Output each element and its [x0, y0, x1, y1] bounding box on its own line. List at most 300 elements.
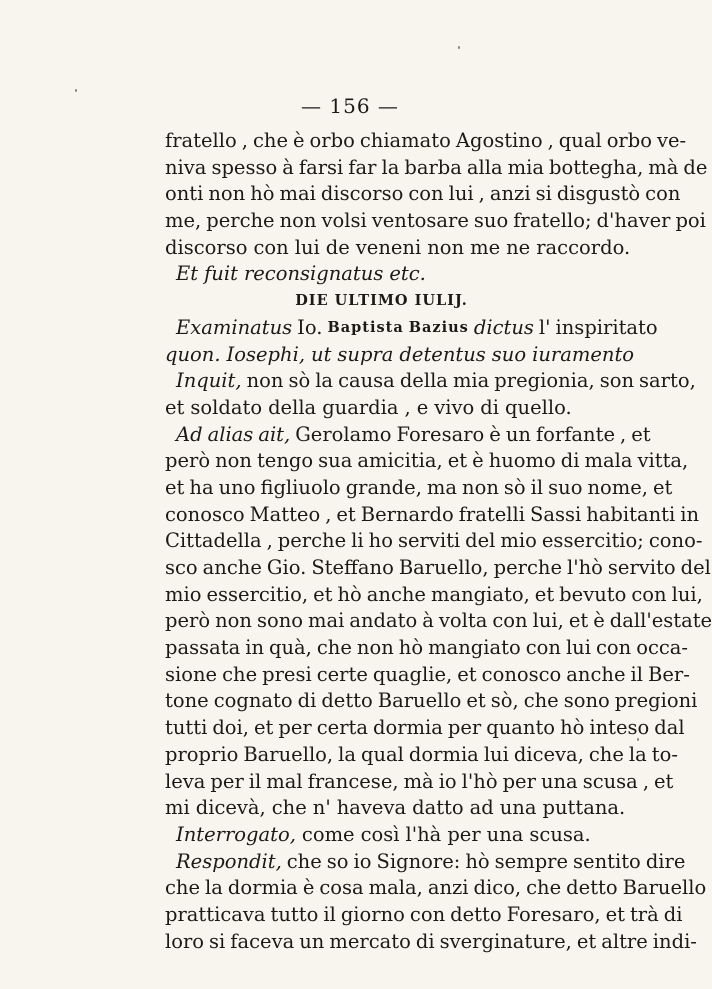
word: ha [189, 475, 214, 499]
word: fratello; [513, 209, 592, 233]
word: ho [368, 529, 393, 553]
word: mà [403, 769, 434, 793]
word: disgustò [556, 182, 641, 206]
word: spesso [211, 155, 278, 179]
word: che [316, 636, 352, 660]
text-line [165, 555, 711, 582]
word: Baruello, [243, 742, 334, 766]
word: sempre [494, 849, 569, 873]
text-line [165, 715, 685, 742]
word: et [568, 609, 589, 633]
word: sua [318, 449, 353, 473]
word: Baruello [377, 689, 462, 713]
word: il [323, 902, 336, 926]
word: barba [404, 155, 462, 179]
word: lui [448, 182, 474, 206]
word: lui [483, 742, 509, 766]
text-line [165, 822, 598, 849]
text-line [165, 288, 598, 315]
word: Foresaro [396, 422, 485, 446]
word: quaglie, [372, 662, 453, 686]
word: che [271, 796, 307, 820]
word: detentus [399, 342, 486, 366]
word: Examinatus [176, 315, 293, 339]
word: mio [500, 529, 537, 553]
word: mala, [368, 876, 423, 900]
word: anche [202, 556, 262, 579]
word: Baruello [622, 876, 707, 900]
word: la [628, 742, 647, 766]
text-line [165, 635, 689, 662]
word: dormia [372, 716, 443, 740]
word: dictus [473, 315, 534, 339]
word: proprio [165, 742, 239, 766]
word: il [630, 662, 643, 686]
word: quon. [165, 342, 221, 366]
word: li [351, 529, 364, 553]
word: Baruello, [398, 556, 489, 579]
word: detto [566, 876, 618, 900]
word: non [208, 182, 246, 206]
word: non [462, 475, 499, 499]
word: pregionia, [494, 369, 595, 393]
word: sentito [573, 849, 641, 873]
word: , [241, 129, 248, 152]
word: mal [266, 769, 303, 793]
word: mio [165, 582, 202, 606]
word: per [502, 769, 536, 793]
text-line [165, 422, 651, 449]
word: essercitio, [206, 582, 309, 606]
word: una [486, 822, 524, 846]
word: hò [465, 849, 490, 873]
word: sono [256, 609, 303, 633]
word: e [416, 395, 429, 419]
text-line [165, 875, 707, 902]
word: à [282, 155, 294, 179]
word: ut [311, 342, 332, 366]
word: così [360, 822, 400, 846]
word: cosa [319, 876, 364, 900]
text-line [165, 261, 598, 288]
word: et [313, 582, 333, 606]
word: , [547, 129, 554, 152]
word: non [427, 235, 465, 259]
word: un [299, 929, 325, 953]
word: essercitio; [541, 529, 644, 553]
word: guardia [322, 395, 399, 419]
word: IULIJ. [414, 292, 468, 310]
word: habitanti [586, 502, 676, 526]
page-number: — 156 — [301, 94, 399, 118]
word: non [356, 636, 394, 660]
word: cono- [648, 529, 703, 553]
word: del [680, 556, 711, 579]
word: fratello [165, 129, 237, 152]
word: dal [654, 716, 685, 740]
word: di [297, 689, 317, 713]
word: hò [560, 716, 585, 740]
word: che [523, 689, 559, 713]
word: dall'estate [609, 609, 712, 633]
word: me [470, 235, 501, 259]
word: l'hò [567, 556, 603, 579]
word: conosco [165, 502, 245, 526]
word: Ber- [648, 662, 690, 686]
word: et [534, 582, 555, 606]
word: Baptista [327, 318, 404, 336]
word: mercato [329, 929, 411, 953]
word: suo [491, 342, 527, 366]
word: quanto [486, 716, 556, 740]
word: discorso [165, 235, 248, 259]
word: trà [629, 902, 659, 926]
text-line [165, 128, 687, 155]
word: che [588, 742, 624, 766]
text-line [165, 235, 631, 262]
word: dico, [473, 876, 522, 900]
word: francese, [307, 769, 399, 793]
word: tengo [256, 449, 314, 473]
word: et [336, 502, 356, 526]
word: grande, [345, 475, 422, 499]
word: la [381, 155, 400, 179]
text-line [165, 475, 673, 502]
word: et [447, 449, 468, 473]
word: hò [398, 636, 424, 660]
word: di [663, 902, 683, 926]
word: inteso [589, 716, 650, 740]
word: et [576, 929, 597, 953]
paper-speck [75, 89, 77, 92]
word: con [631, 582, 667, 606]
word: lui, [671, 582, 703, 606]
word: io [438, 769, 457, 793]
text-line [165, 315, 658, 342]
word: DIE [295, 292, 329, 310]
word: mia [452, 369, 490, 393]
word: doi, [212, 716, 249, 740]
word: haveva [336, 796, 407, 820]
word: con [525, 636, 561, 660]
text-line [165, 849, 686, 876]
word: perche [277, 529, 347, 553]
word: come [301, 822, 355, 846]
word: et [165, 395, 185, 419]
word: l' [538, 315, 551, 339]
word: si [209, 929, 226, 953]
word: sverginature, [439, 929, 572, 953]
word: non [215, 449, 252, 473]
word: , [642, 769, 650, 793]
word: Steffano [311, 556, 394, 579]
word: anche [566, 662, 626, 686]
word: ait, [258, 422, 291, 446]
paper-speck [458, 46, 460, 49]
word: Inquit, [176, 369, 242, 393]
word: figliuolo [260, 475, 341, 499]
word: chiamato [359, 129, 451, 152]
word: servito [607, 556, 676, 579]
word: etc. [389, 262, 426, 286]
word: sò [288, 369, 311, 393]
word: Signore: [376, 849, 461, 873]
word: dire [645, 849, 686, 873]
word: con [492, 609, 528, 633]
word: supra [337, 342, 394, 366]
word: non [246, 369, 284, 393]
word: et [253, 716, 274, 740]
text-line [165, 902, 683, 929]
word: mà [648, 155, 679, 179]
word: causa [338, 369, 395, 393]
word: con [409, 902, 446, 926]
word: che [252, 129, 288, 152]
word: Respondit, [176, 849, 282, 873]
word: mala [584, 449, 633, 473]
word: tutto [270, 902, 319, 926]
word: hò [337, 582, 362, 606]
word: et [654, 769, 674, 793]
text-line [165, 769, 674, 796]
word: che [165, 876, 201, 900]
word: la [338, 742, 356, 766]
word: de [683, 155, 708, 179]
word: bevuto [559, 582, 627, 606]
text-line [165, 208, 706, 235]
word: per [210, 769, 244, 793]
word: discorso [320, 182, 404, 206]
word: vitta, [637, 449, 689, 473]
word: Bernardo [360, 502, 454, 526]
word: dicevà, [195, 796, 266, 820]
word: uno [218, 475, 256, 499]
word: Ad [176, 422, 203, 446]
word: Interrogato, [176, 822, 296, 846]
word: et [466, 689, 486, 713]
text-line [165, 929, 697, 956]
word: , [404, 395, 411, 419]
word: Iosephi, [226, 342, 306, 366]
word: mangiato, [430, 582, 530, 606]
word: cognato [213, 689, 293, 713]
word: Bazius [408, 318, 469, 336]
word: suo [548, 475, 583, 499]
word: pratticava [165, 902, 266, 926]
text-line [165, 528, 703, 555]
word: , [266, 529, 273, 553]
word: raccordo. [536, 235, 631, 259]
word: qual [558, 129, 602, 152]
word: per [447, 716, 482, 740]
word: che [222, 662, 258, 686]
word: la [205, 876, 223, 900]
word: è [472, 449, 484, 473]
word: di [415, 929, 435, 953]
word: lui [565, 636, 591, 660]
word: , [478, 182, 485, 206]
word: ve- [656, 129, 687, 152]
word: giorno [340, 902, 405, 926]
word: forfante [535, 422, 615, 446]
word: lui, [532, 609, 564, 633]
word: onti [165, 182, 204, 206]
word: leva [165, 769, 206, 793]
word: veneni [355, 235, 422, 259]
word: niva [165, 155, 207, 179]
word: io [353, 849, 372, 873]
word: una [499, 796, 537, 820]
word: è [293, 129, 305, 152]
word: anzi [427, 876, 469, 900]
word: et [631, 422, 651, 446]
word: altre [601, 929, 648, 953]
word: loro [165, 929, 205, 953]
text-line [165, 742, 678, 769]
word: amicitia, [357, 449, 443, 473]
word: vivo [434, 395, 475, 419]
word: et [457, 662, 477, 686]
word: inspiritato [555, 315, 658, 339]
word: diceva, [513, 742, 584, 766]
word: puttana. [542, 796, 626, 820]
word: in [680, 502, 700, 526]
word: dormia [408, 742, 479, 766]
word: et [652, 475, 673, 499]
word: conosco [481, 662, 562, 686]
word: il [248, 769, 262, 793]
word: ma [426, 475, 458, 499]
word: Sassi [529, 502, 582, 526]
word: far [348, 155, 377, 179]
word: che [286, 849, 322, 873]
word: mi [165, 796, 190, 820]
word: reconsignatus [243, 262, 384, 286]
word: quà, [269, 636, 312, 660]
word: con [253, 235, 289, 259]
word: sono [563, 689, 610, 713]
text-line [165, 502, 700, 529]
word: perche [206, 209, 275, 233]
word: della [268, 395, 317, 419]
word: Matteo [249, 502, 321, 526]
word: con [645, 182, 681, 206]
word: tone [165, 689, 209, 713]
word: Io. [297, 315, 323, 339]
word: hò [250, 182, 275, 206]
word: , [620, 422, 627, 446]
word: to- [651, 742, 678, 766]
word: che [526, 876, 562, 900]
text-line [165, 582, 703, 609]
word: bottegha, [548, 155, 644, 179]
body-text [165, 128, 712, 955]
word: è [302, 876, 315, 900]
word: una [540, 769, 578, 793]
word: Gerolamo [295, 422, 392, 446]
word: per [447, 822, 481, 846]
word: Foresaro, [506, 902, 601, 926]
word: non [279, 209, 317, 233]
word: mia [507, 155, 544, 179]
word: sco [165, 556, 198, 579]
word: di [560, 449, 580, 473]
text-line [165, 795, 626, 822]
word: il [530, 475, 544, 499]
word: ne [506, 235, 531, 259]
word: del [465, 529, 496, 553]
word: mangiato [428, 636, 521, 660]
word: , [325, 502, 332, 526]
word: sò [503, 475, 526, 499]
word: quello. [505, 395, 572, 419]
word: d'haver [596, 209, 671, 233]
text-line [165, 662, 690, 689]
word: andato [349, 609, 418, 633]
word: de [325, 235, 350, 259]
word: dormia [227, 876, 298, 900]
word: n' [312, 796, 331, 820]
word: con [595, 636, 632, 660]
word: con [408, 182, 444, 206]
word: in [245, 636, 265, 660]
word: anzi [489, 182, 531, 206]
text-line [165, 395, 598, 422]
text-line [165, 448, 689, 475]
text-line [165, 608, 712, 635]
word: iuramento [532, 342, 635, 366]
word: l'hò [461, 769, 498, 793]
word: volta [438, 609, 488, 633]
word: me, [165, 209, 202, 233]
word: pregioni [614, 689, 698, 713]
word: Gio. [266, 556, 307, 579]
word: qual [361, 742, 404, 766]
word: mai [279, 182, 316, 206]
word: occa- [636, 636, 689, 660]
word: si [535, 182, 552, 206]
word: scusa. [529, 822, 591, 846]
word: serviti [397, 529, 461, 553]
word: sarto, [639, 369, 696, 393]
word: indi- [652, 929, 697, 953]
word: detto [450, 902, 502, 926]
word: passata [165, 636, 241, 660]
word: perche [493, 556, 562, 579]
word: un [505, 422, 531, 446]
word: detto [321, 689, 373, 713]
word: però [165, 609, 211, 633]
text-line [165, 181, 681, 208]
word: alias [207, 422, 254, 446]
word: so [326, 849, 349, 873]
word: volsi [321, 209, 367, 233]
word: soldato [190, 395, 263, 419]
word: mai [308, 609, 345, 633]
word: non [215, 609, 252, 633]
word: sione [165, 662, 218, 686]
word: faceva [230, 929, 295, 953]
word: et [605, 902, 625, 926]
word: Et [176, 262, 199, 286]
word: son [599, 369, 635, 393]
word: di [480, 395, 500, 419]
word: orbo [309, 129, 355, 152]
word: è [593, 609, 605, 633]
word: tutti [165, 716, 208, 740]
word: poi [675, 209, 706, 233]
word: la [315, 369, 334, 393]
